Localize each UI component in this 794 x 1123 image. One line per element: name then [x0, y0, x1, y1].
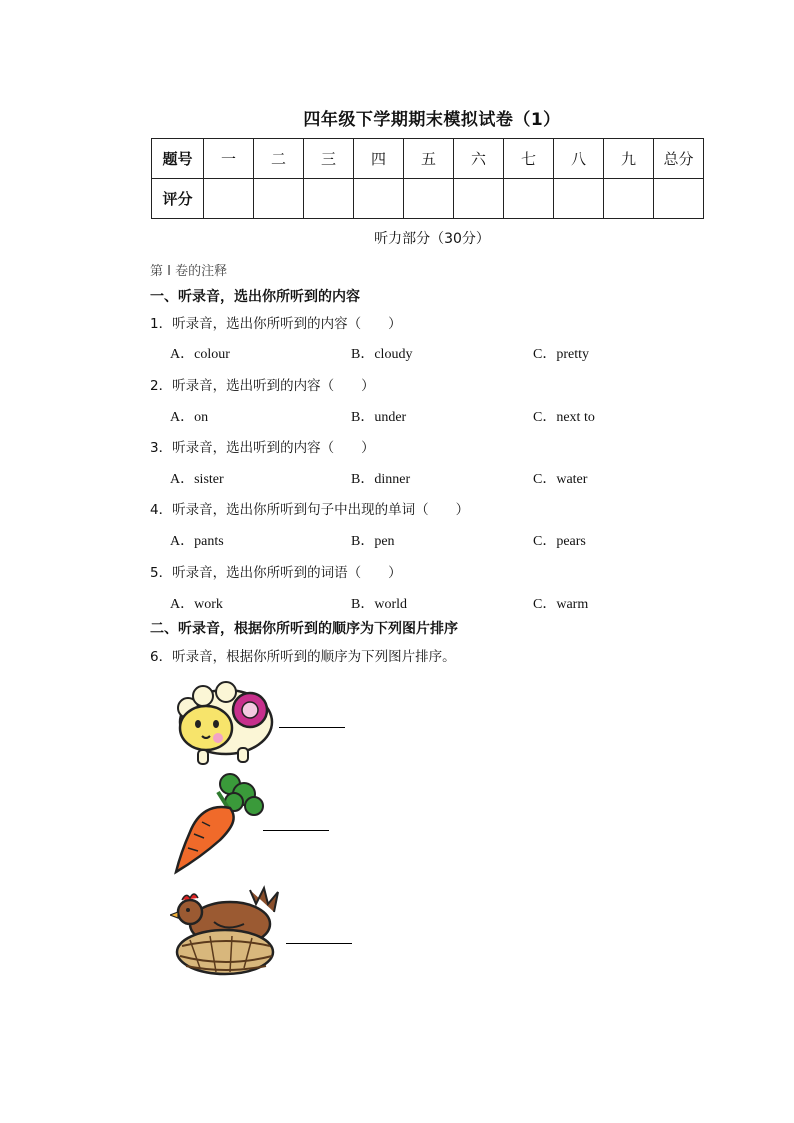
- answer-blank[interactable]: [263, 830, 329, 831]
- option-c[interactable]: C．pretty: [533, 347, 589, 362]
- option-c[interactable]: C．pears: [533, 534, 586, 549]
- question-stem: 3．听录音，选出听到的内容（ ）: [150, 440, 375, 456]
- option-a[interactable]: A．work: [170, 597, 223, 612]
- score-header-cell: 六: [454, 139, 504, 179]
- option-c[interactable]: C．water: [533, 472, 588, 487]
- score-cell[interactable]: [554, 179, 604, 219]
- score-header-cell: 二: [254, 139, 304, 179]
- option-b[interactable]: B．world: [351, 597, 407, 612]
- score-row-label: 评分: [152, 179, 204, 219]
- score-cell[interactable]: [354, 179, 404, 219]
- answer-blank[interactable]: [279, 727, 345, 728]
- score-cell[interactable]: [654, 179, 704, 219]
- option-b[interactable]: B．pen: [351, 534, 395, 549]
- question-stem: 4．听录音，选出你所听到句子中出现的单词（ ）: [150, 502, 470, 518]
- score-header-cell: 九: [604, 139, 654, 179]
- listening-header: 听力部分（30分）: [374, 231, 490, 247]
- score-table-score-row: [152, 179, 704, 219]
- question-stem: 2．听录音，选出听到的内容（ ）: [150, 378, 375, 394]
- option-c[interactable]: C．next to: [533, 410, 595, 425]
- score-cell[interactable]: [254, 179, 304, 219]
- score-cell[interactable]: [204, 179, 254, 219]
- score-header-cell: 五: [404, 139, 454, 179]
- carrot-icon: [172, 772, 267, 877]
- option-b[interactable]: B．under: [351, 410, 407, 425]
- score-cell[interactable]: [454, 179, 504, 219]
- hen-icon: [170, 882, 285, 992]
- score-cell[interactable]: [604, 179, 654, 219]
- question-stem: 6．听录音，根据你所听到的顺序为下列图片排序。: [150, 649, 456, 665]
- option-b[interactable]: B．dinner: [351, 472, 411, 487]
- score-header-cell: 总分: [654, 139, 704, 179]
- question-stem: 5．听录音，选出你所听到的词语（ ）: [150, 565, 402, 581]
- option-a[interactable]: A．on: [170, 410, 209, 425]
- section-2-heading: 二、听录音，根据你所听到的顺序为下列图片排序: [150, 621, 458, 637]
- score-cell[interactable]: [304, 179, 354, 219]
- score-header-cell: 四: [354, 139, 404, 179]
- score-header-cell: 三: [304, 139, 354, 179]
- sheep-icon: [168, 680, 278, 770]
- page-title: 四年级下学期期末模拟试卷（1）: [303, 110, 561, 130]
- score-cell[interactable]: [504, 179, 554, 219]
- answer-blank[interactable]: [286, 943, 352, 944]
- question-stem: 1．听录音，选出你所听到的内容（ ）: [150, 316, 402, 332]
- section-1-heading: 一、听录音，选出你所听到的内容: [150, 289, 360, 305]
- option-a[interactable]: A．colour: [170, 347, 230, 362]
- score-header-cell: 一: [204, 139, 254, 179]
- score-cell[interactable]: [404, 179, 454, 219]
- volume-note: 第 I 卷的注释: [150, 264, 228, 279]
- score-header-cell: 八: [554, 139, 604, 179]
- score-table-header-row: [152, 139, 704, 179]
- score-header-cell: 题号: [152, 139, 204, 179]
- option-c[interactable]: C．warm: [533, 597, 589, 612]
- score-header-cell: 七: [504, 139, 554, 179]
- option-a[interactable]: A．sister: [170, 472, 224, 487]
- option-b[interactable]: B．cloudy: [351, 347, 413, 362]
- option-a[interactable]: A．pants: [170, 534, 224, 549]
- score-table: [151, 138, 704, 219]
